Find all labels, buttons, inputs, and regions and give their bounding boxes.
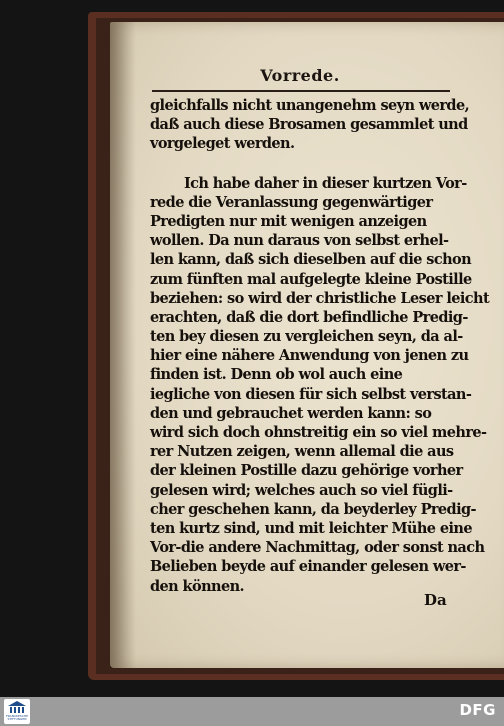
text-line: daß auch diese Brosamen gesammlet und: [150, 116, 468, 134]
text-line: ten bey diesen zu vergleichen seyn, da al-: [150, 328, 463, 346]
text-line: wird sich doch ohnstreitig ein so viel mehre-: [150, 424, 487, 441]
text-line: der kleinen Postille dazu gehörige vorher: [150, 462, 463, 480]
text-line: len kann, daß sich dieselben auf die schon: [150, 251, 472, 269]
text-line: cher geschehen kann, da beyderley Predig-: [150, 500, 476, 518]
footer-bar: [0, 697, 504, 726]
text-line: wollen. Da nun daraus von selbst erhel-: [150, 232, 449, 250]
text-line: Ich habe daher in dieser kurtzen Vor-: [184, 174, 467, 192]
text-line: gelesen wird; welches auch so viel fügli-: [150, 481, 453, 499]
gutter-shadow: [110, 22, 136, 668]
text-line: rer Nutzen zeigen, wenn allemal die aus: [150, 443, 454, 461]
library-logo[interactable]: [4, 699, 30, 724]
text-line: hier eine nähere Anwendung von jenen zu: [150, 347, 469, 365]
head-rule: [152, 90, 450, 92]
text-line: Vor-die andere Nachmittag, oder sonst nach: [150, 539, 485, 557]
dfg-logo[interactable]: DFG: [459, 701, 496, 719]
text-line: zum fünften mal aufgelegte kleine Postille: [150, 270, 472, 288]
text-line: iegliche von diesen für sich selbst verstan-: [150, 385, 472, 403]
text-line: Belieben beyde auf einander gelesen wer-: [150, 558, 466, 576]
catchword: Da: [424, 591, 447, 609]
text-line: erachten, daß die dort befindliche Predig-: [150, 308, 468, 326]
text-line: den und gebrauchet werden kann: so: [150, 404, 432, 422]
text-line: gleichfalls nicht unangenehm seyn werde,: [150, 97, 470, 114]
building-icon: [8, 701, 26, 714]
text-line: finden ist. Denn ob wol auch eine: [150, 366, 403, 384]
text-line: beziehen: so wird der christliche Leser leicht: [150, 289, 490, 307]
text-line: rede die Veranlassung gegenwärtiger: [150, 193, 433, 211]
library-logo-text: FRANCKESCHE STIFTUNGEN: [5, 714, 29, 722]
text-line: vorgeleget werden.: [150, 135, 295, 153]
text-line: ten kurtz sind, und mit leichter Mühe eine: [150, 519, 472, 537]
text-line: den können.: [150, 577, 244, 595]
body-text: [150, 96, 490, 596]
text-line: Predigten nur mit wenigen anzeigen: [150, 212, 427, 230]
running-head: Vorrede.: [260, 66, 340, 85]
